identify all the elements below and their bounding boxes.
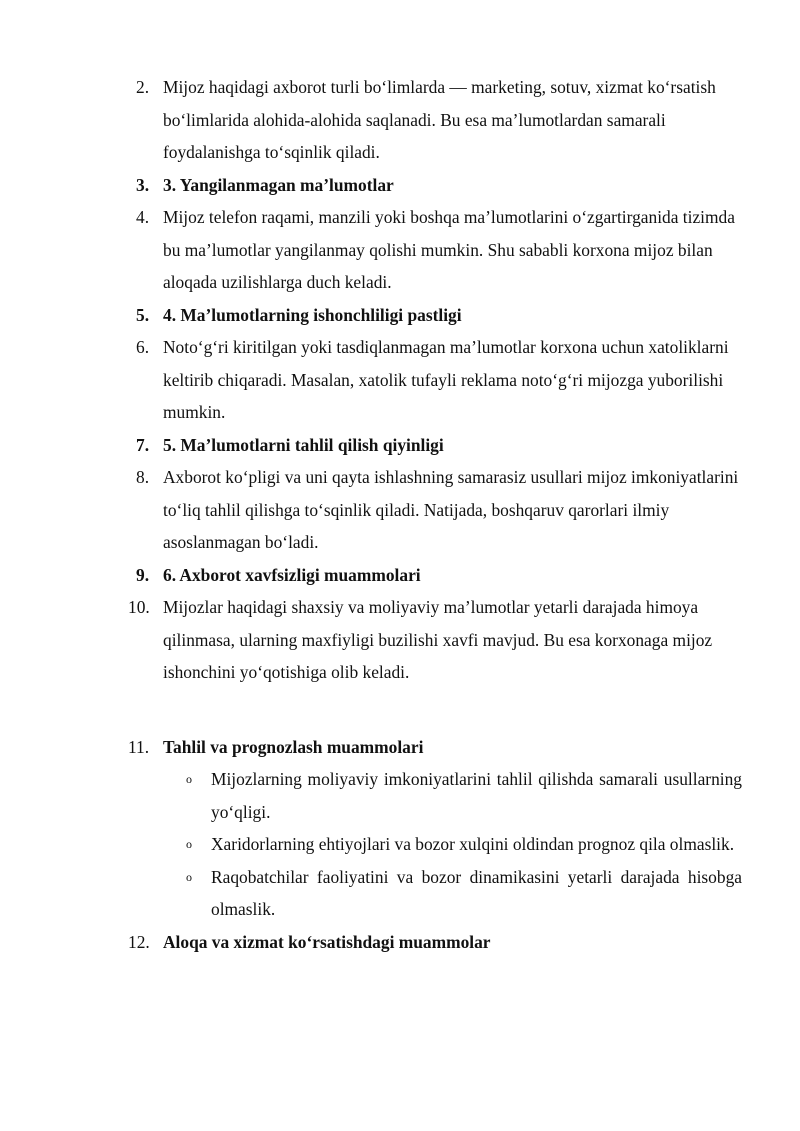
list-item <box>0 201 800 299</box>
bullet-icon: o <box>186 837 192 851</box>
item-number: 2. <box>136 77 150 97</box>
item-number: 9. <box>136 564 150 585</box>
item-number: 4. <box>136 207 150 227</box>
list-item <box>0 461 800 559</box>
list-item <box>0 591 800 689</box>
section-heading <box>0 429 800 462</box>
section-heading <box>0 926 800 959</box>
heading-text: Aloqa va xizmat ko‘rsatishdagi muammolar <box>163 931 491 952</box>
bullet-icon: o <box>186 869 192 884</box>
spacer <box>0 689 800 731</box>
item-text: Axborot ko‘pligi va uni qayta ishlashning samarasiz usullari mijoz imkoniyatlarini to‘liq tahlil qilishga to‘sqinlik qiladi. Natijada, boshqaruv qarorlari ilmiy asoslanmagan bo‘ladi. <box>163 467 739 552</box>
item-number: 3. <box>136 174 150 195</box>
item-number: 8. <box>136 467 150 487</box>
heading-text: Tahlil va prognozlash muammolari <box>163 736 424 757</box>
list-item <box>0 71 800 169</box>
heading-text: 3. Yangilanmagan ma’lumotlar <box>163 174 394 195</box>
list-item <box>0 331 800 429</box>
sub-item-text: Mijozlarning moliyaviy imkoniyatlarini tahlil qilishda samarali usullarning yo‘qligi. <box>211 769 742 822</box>
sub-item-text: Raqobatchilar faoliyatini va bozor dinamikasini yetarli darajada hisobga olmaslik. <box>211 866 742 919</box>
sub-list-item <box>0 763 800 828</box>
document-page <box>0 71 800 958</box>
heading-text: 4. Ma’lumotlarning ishonchliligi pastligi <box>163 304 462 325</box>
section-heading <box>0 169 800 202</box>
sub-list-item <box>0 828 800 861</box>
bullet-icon: o <box>186 772 192 786</box>
sub-list-item <box>0 861 800 926</box>
item-number: 10. <box>128 597 150 617</box>
item-text: Mijozlar haqidagi shaxsiy va moliyaviy ma’lumotlar yetarli darajada himoya qilinmasa, ularning maxfiyligi buzilishi xavfi mavjud. Bu esa korxonaga mijoz ishonchini yo‘qotishiga olib keladi. <box>163 597 713 682</box>
item-text: Noto‘g‘ri kiritilgan yoki tasdiqlanmagan ma’lumotlar korxona uchun xatoliklarni keltirib chiqaradi. Masalan, xatolik tufayli reklama noto‘g‘ri mijozga yuborilishi mumkin. <box>163 337 729 422</box>
section-heading <box>0 731 800 764</box>
item-number: 6. <box>136 337 150 357</box>
item-text: Mijoz telefon raqami, manzili yoki boshqa ma’lumotlarini o‘zgartirganida tizimda bu ma’lumotlar yangilanmay qolishi mumkin. Shu sababli korxona mijoz bilan aloqada uzilishlarga duch keladi. <box>163 207 735 292</box>
item-number: 7. <box>136 434 150 455</box>
item-text: Mijoz haqidagi axborot turli bo‘limlarda — marketing, sotuv, xizmat ko‘rsatish bo‘limlarida alohida-alohida saqlanadi. Bu esa ma’lumotlardan samarali foydalanishga to‘sqinlik qiladi. <box>163 77 716 162</box>
item-number: 5. <box>136 304 150 325</box>
sub-item-text: Xaridorlarning ehtiyojlari va bozor xulqini oldindan prognoz qila olmaslik. <box>211 834 735 854</box>
heading-text: 5. Ma’lumotlarni tahlil qilish qiyinligi <box>163 434 444 455</box>
section-heading <box>0 559 800 592</box>
heading-text: 6. Axborot xavfsizligi muammolari <box>163 564 421 585</box>
section-heading <box>0 299 800 332</box>
item-number: 11. <box>128 736 150 757</box>
item-number: 12. <box>128 931 150 952</box>
